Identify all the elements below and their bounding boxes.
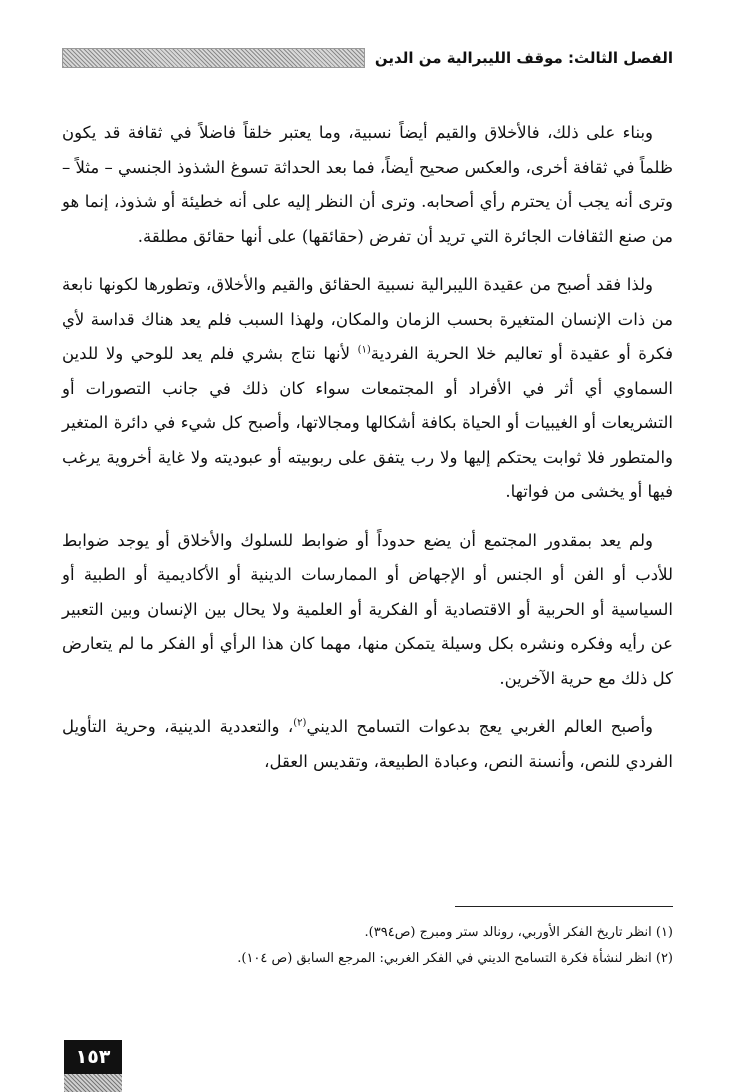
footnote-ref: (١) (357, 344, 371, 356)
body-text (62, 116, 673, 779)
paragraph: وبناء على ذلك، فالأخلاق والقيم أيضاً نسبية، وما يعتبر خلقاً فاضلاً في ثقافة قد يكون ظلماً في ثقافة أخرى، والعكس صحيح أيضاً، فما بعد الحداثة تسوغ الشذوذ الجنسي – مثلاً – وترى أنه يجب أن يحترم رأي أصحابه. وترى أن النظر إليه على أنه خطيئة أو شذوذ، إنما هو من صنع الثقافات الجائرة التي تريد أن تفرض (حقائقها) على أنها حقائق مطلقة. (62, 123, 673, 246)
header-decoration-bar (62, 48, 365, 68)
paragraph (62, 268, 673, 510)
paragraph-text: لأنها نتاج بشري فلم يعد للوحي ولا للدين السماوي أي أثر في الأفراد أو المجتمعات سواء كان ذلك في جانب التصورات أو التشريعات أو الغيبيات أو الحياة بكافة أشكالها ومجالاتها، وأصبح كل شيء في دائرة المتغير والمتطور فلا ثوابت يحتكم إليها ولا رب يتفق على ربوبيته أو عبوديته ولا غاية أخروية يرغب فيها أو يخشى من فواتها. (62, 344, 673, 501)
footnote-ref: (٢) (293, 717, 307, 729)
paragraph (62, 710, 673, 779)
paragraph-text: ، والتعددية الدينية، وحرية التأويل الفردي للنص، وأنسنة النص، وعبادة الطبيعة، وتقديس العقل، (62, 717, 673, 771)
page-number: ١٥٣ (64, 1040, 122, 1074)
footnotes (62, 920, 673, 972)
chapter-title: الفصل الثالث: موقف الليبرالية من الدين (374, 49, 673, 67)
footnote: (١) انظر تاريخ الفكر الأوربي، رونالد ستر ومبرج (ص٣٩٤). (364, 925, 673, 940)
paragraph-text: وأصبح العالم الغربي يعج بدعوات التسامح الديني (306, 717, 653, 736)
footnote-separator (455, 906, 673, 907)
footnote: (٢) انظر لنشأة فكرة التسامح الديني في الفكر الغربي: المرجع السابق (ص ١٠٤). (237, 951, 673, 966)
paragraph-text: ولذا فقد أصبح من عقيدة الليبرالية نسبية الحقائق والقيم والأخلاق، وتطورها لكونها نابعة من ذات الإنسان المتغيرة بحسب الزمان والمكان، ولهذا السبب فلم يعد هناك قداسة لأي فكرة أو عقيدة أو تعاليم خلا الحرية الفردية (62, 275, 673, 363)
paragraph: ولم يعد بمقدور المجتمع أن يضع حدوداً أو ضوابط للسلوك والأخلاق أو يوجد ضوابط للأدب أو الفن أو الجنس أو الإجهاض أو الممارسات الدينية أو الأكاديمية أو الطبية أو السياسية أو الحربية أو الاقتصادية أو الفكرية أو العلمية ولا يحال بين الإنسان وبين التعبير عن رأيه وفكره ونشره بكل وسيلة يتمكن منها، مهما كان هذا الرأي أو الفكر ما لم يتعارض كل ذلك مع حرية الآخرين. (62, 530, 673, 688)
page-number-decoration (64, 1074, 122, 1092)
running-header (62, 44, 673, 72)
